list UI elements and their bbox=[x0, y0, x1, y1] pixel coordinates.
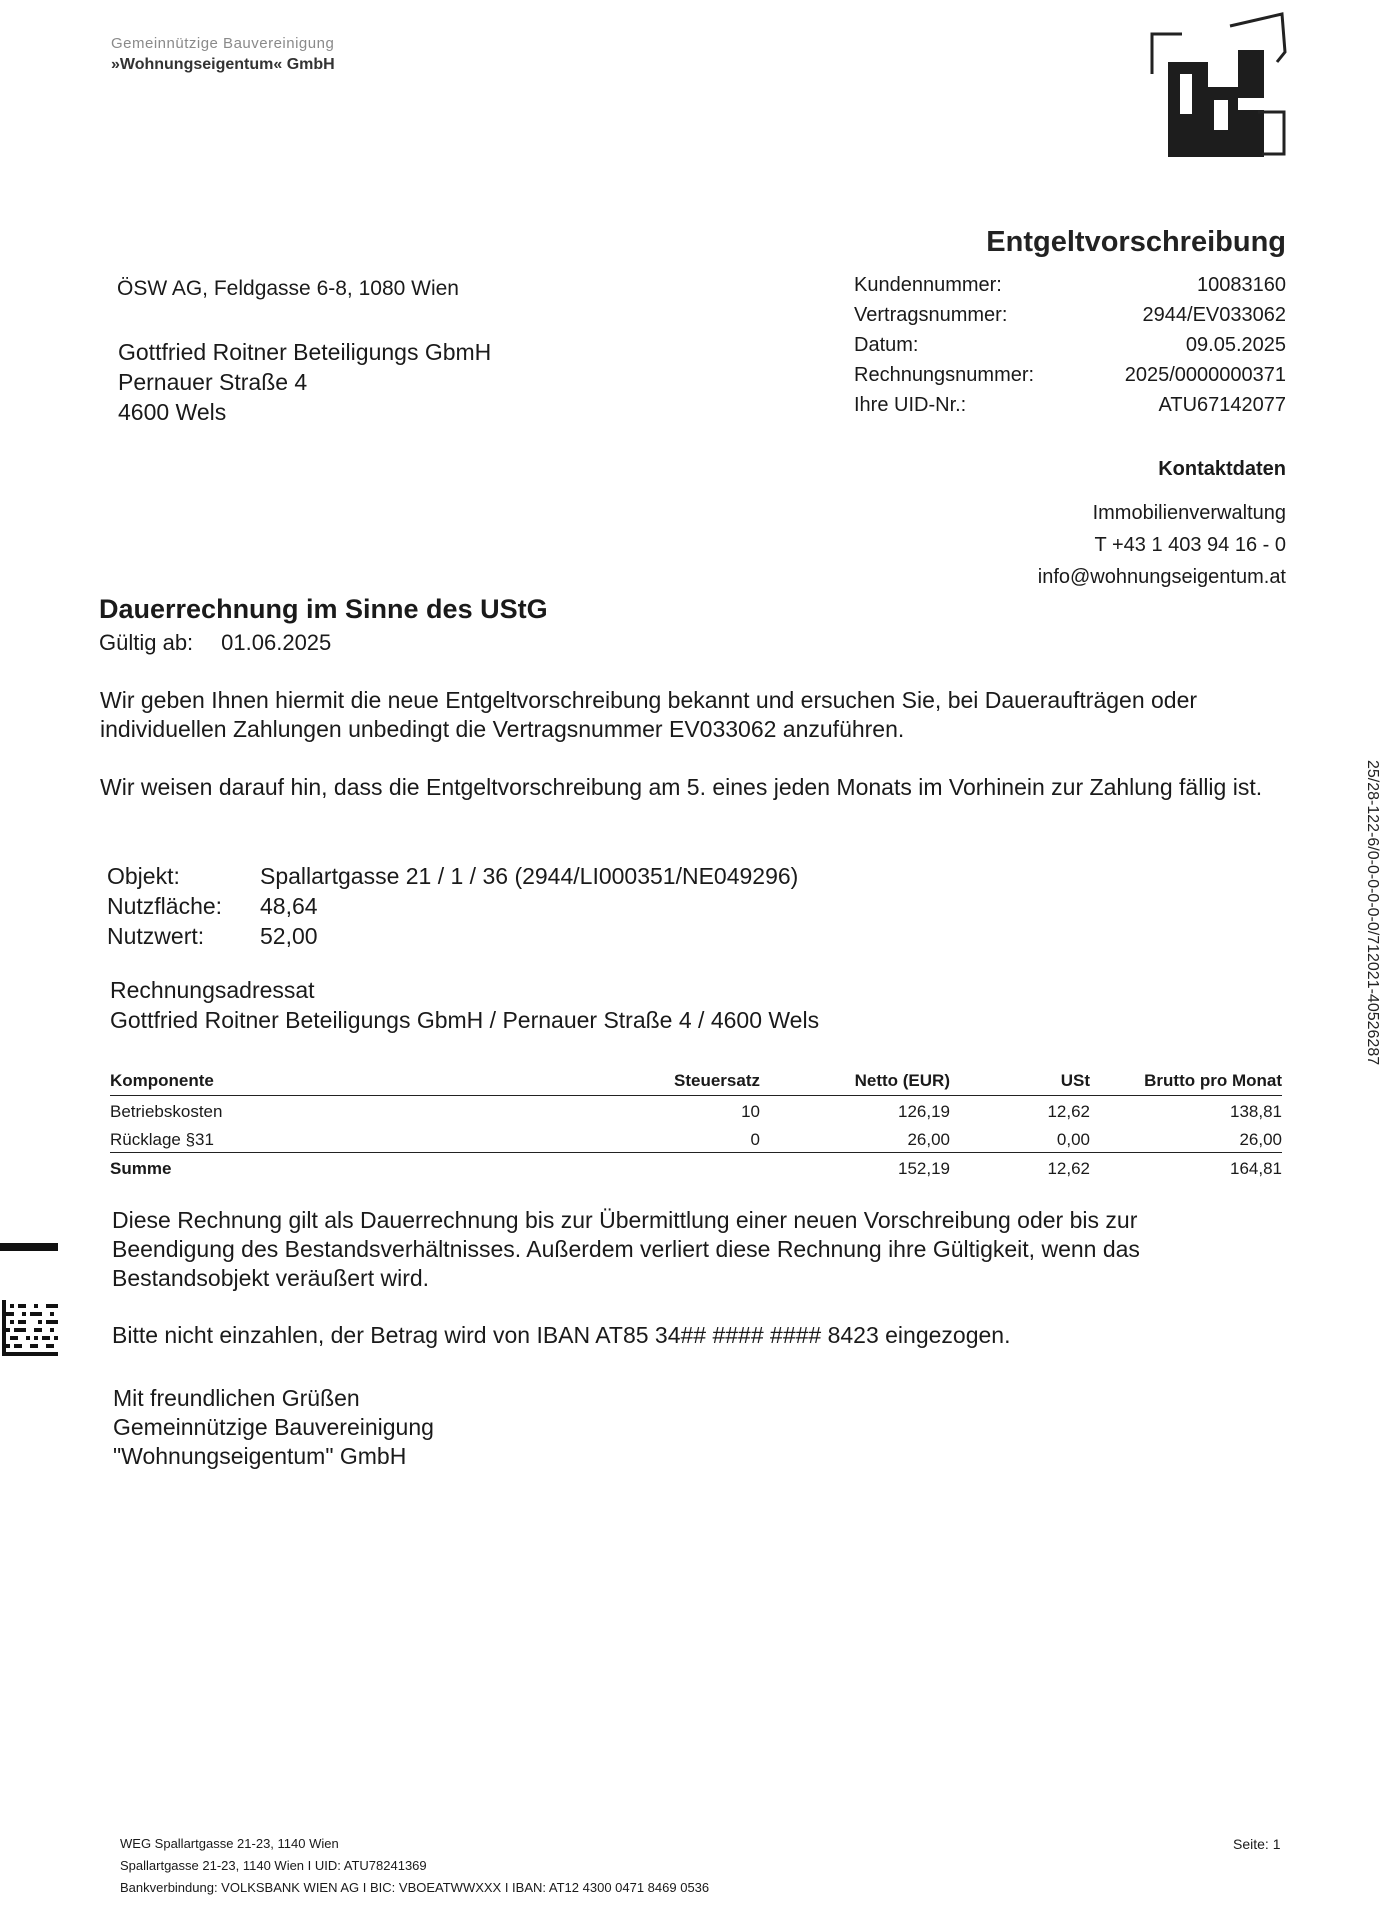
wohnungseigentum-logo-icon bbox=[1150, 12, 1300, 158]
table-sum-row bbox=[110, 1153, 1282, 1182]
table-header bbox=[110, 1069, 1282, 1096]
contact-heading: Kontaktdaten bbox=[1158, 458, 1286, 480]
table-cell: 26,00 bbox=[760, 1124, 950, 1153]
area-value: 48,64 bbox=[260, 893, 318, 919]
info-value: 2025/0000000371 bbox=[1124, 364, 1286, 386]
company-line-1: Gemeinnützige Bauvereinigung bbox=[111, 35, 335, 52]
info-label: Ihre UID-Nr.: bbox=[854, 394, 967, 416]
table-cell: 126,19 bbox=[898, 1102, 950, 1121]
sum-brutto: 164,81 bbox=[1230, 1159, 1282, 1178]
info-label: Vertragsnummer: bbox=[854, 304, 1008, 326]
value-row bbox=[107, 921, 798, 951]
col-header: Steuersatz bbox=[440, 1069, 760, 1096]
sender-line: ÖSW AG, Feldgasse 6-8, 1080 Wien bbox=[117, 277, 459, 300]
footer-line-3: Bankverbindung: VOLKSBANK WIEN AG I BIC: VBOEATWWXXX I IBAN: AT12 4300 0471 8469 0536 bbox=[120, 1880, 710, 1895]
company-line-2: »Wohnungseigentum« GmbH bbox=[111, 56, 335, 73]
info-value: 2944/EV033062 bbox=[1142, 304, 1286, 326]
object-details bbox=[107, 861, 798, 951]
footer bbox=[120, 1833, 709, 1899]
table-cell: 12,62 bbox=[1047, 1102, 1090, 1121]
recipient-city: 4600 Wels bbox=[118, 399, 227, 425]
area-row bbox=[107, 891, 798, 921]
sum-ust: 12,62 bbox=[1047, 1159, 1090, 1178]
table-cell: 26,00 bbox=[1090, 1124, 1282, 1153]
table-cell bbox=[440, 1153, 760, 1182]
closing-company-2: "Wohnungseigentum" GmbH bbox=[113, 1443, 407, 1469]
validity-paragraph: Diese Rechnung gilt als Dauerrechnung bis zur Übermittlung einer neuen Vorschreibung oder bis zur Beendigung des Bestandsverhältnisses. Außerdem verliert diese Rechnung ihre Gültigkeit, wenn das Bestandsobjekt veräußert wird. bbox=[112, 1207, 1140, 1291]
recipient-address bbox=[118, 337, 491, 427]
valid-from-label: Gültig ab: bbox=[99, 630, 194, 655]
closing-greeting: Mit freundlichen Grüßen bbox=[113, 1385, 360, 1411]
document-info bbox=[854, 270, 1286, 420]
contact-phone: T +43 1 403 94 16 - 0 bbox=[1094, 534, 1286, 556]
cost-table bbox=[110, 1069, 1282, 1181]
table-cell: 0,00 bbox=[950, 1124, 1090, 1153]
table-row bbox=[110, 1096, 1282, 1125]
col-header: USt bbox=[950, 1069, 1090, 1096]
footer-line-1: WEG Spallartgasse 21-23, 1140 Wien bbox=[120, 1836, 339, 1851]
info-value: 09.05.2025 bbox=[1185, 334, 1286, 356]
fold-mark bbox=[0, 1243, 58, 1251]
table-row bbox=[110, 1124, 1282, 1153]
company-header bbox=[111, 33, 335, 75]
col-header: Komponente bbox=[110, 1069, 440, 1096]
sum-label: Summe bbox=[110, 1159, 172, 1178]
table-cell: 0 bbox=[440, 1124, 760, 1153]
col-header: Netto (EUR) bbox=[760, 1069, 950, 1096]
table-cell: 10 bbox=[741, 1102, 760, 1121]
valid-from bbox=[99, 630, 331, 656]
info-label: Datum: bbox=[854, 334, 919, 356]
table-cell: Rücklage §31 bbox=[110, 1124, 440, 1153]
object-row bbox=[107, 861, 798, 891]
info-value: ATU67142077 bbox=[1158, 394, 1286, 416]
info-row bbox=[854, 300, 1286, 330]
usage-value-label: Nutzwert: bbox=[107, 923, 205, 949]
area-label: Nutzfläche: bbox=[107, 893, 223, 919]
info-row bbox=[854, 360, 1286, 390]
info-value: 10083160 bbox=[1197, 274, 1286, 296]
datamatrix-code-icon bbox=[2, 1300, 58, 1356]
closing-company-1: Gemeinnützige Bauvereinigung bbox=[113, 1414, 434, 1440]
intro-paragraph: Wir geben Ihnen hiermit die neue Entgeltvorschreibung bekannt und ersuchen Sie, bei Daueraufträgen oder individuellen Zahlungen unbedingt die Vertragsnummer EV033062 anzuführen. bbox=[100, 687, 1198, 742]
object-label: Objekt: bbox=[107, 863, 180, 889]
contact-dept: Immobilienverwaltung bbox=[1092, 502, 1286, 524]
info-label: Rechnungsnummer: bbox=[854, 364, 1035, 386]
contact-block bbox=[1038, 453, 1286, 593]
closing bbox=[113, 1384, 434, 1471]
info-row bbox=[854, 390, 1286, 420]
side-document-code: 25/28-122-6/0-0-0-0-0-0/712021-40526287 bbox=[1364, 760, 1381, 1066]
payment-note: Bitte nicht einzahlen, der Betrag wird von IBAN AT85 34## #### #### 8423 eingezogen. bbox=[112, 1322, 1011, 1348]
info-row bbox=[854, 270, 1286, 300]
usage-value: 52,00 bbox=[260, 923, 318, 949]
footer-line-2: Spallartgasse 21-23, 1140 Wien I UID: ATU78241369 bbox=[120, 1858, 427, 1873]
info-label: Kundennummer: bbox=[854, 274, 1002, 296]
document-title: Entgeltvorschreibung bbox=[986, 226, 1286, 258]
page-number: Seite: 1 bbox=[1233, 1836, 1281, 1852]
due-paragraph: Wir weisen darauf hin, dass die Entgeltvorschreibung am 5. eines jeden Monats im Vorhinein zur Zahlung fällig ist. bbox=[100, 774, 1263, 800]
sum-netto: 152,19 bbox=[898, 1159, 950, 1178]
addressee-label: Rechnungsadressat bbox=[110, 977, 315, 1003]
table-cell: 138,81 bbox=[1230, 1102, 1282, 1121]
col-header: Brutto pro Monat bbox=[1090, 1069, 1282, 1096]
info-row bbox=[854, 330, 1286, 360]
recipient-street: Pernauer Straße 4 bbox=[118, 369, 308, 395]
contact-email: info@wohnungseigentum.at bbox=[1037, 566, 1286, 588]
recipient-name: Gottfried Roitner Beteiligungs GbmH bbox=[118, 339, 492, 365]
table-cell: Betriebskosten bbox=[110, 1102, 223, 1121]
valid-from-date: 01.06.2025 bbox=[221, 630, 332, 655]
invoice-addressee bbox=[110, 975, 819, 1035]
addressee-value: Gottfried Roitner Beteiligungs GbmH / Pernauer Straße 4 / 4600 Wels bbox=[110, 1007, 820, 1033]
dauerrechnung-title: Dauerrechnung im Sinne des UStG bbox=[99, 594, 548, 624]
object-value: Spallartgasse 21 / 1 / 36 (2944/LI000351/NE049296) bbox=[260, 863, 799, 889]
